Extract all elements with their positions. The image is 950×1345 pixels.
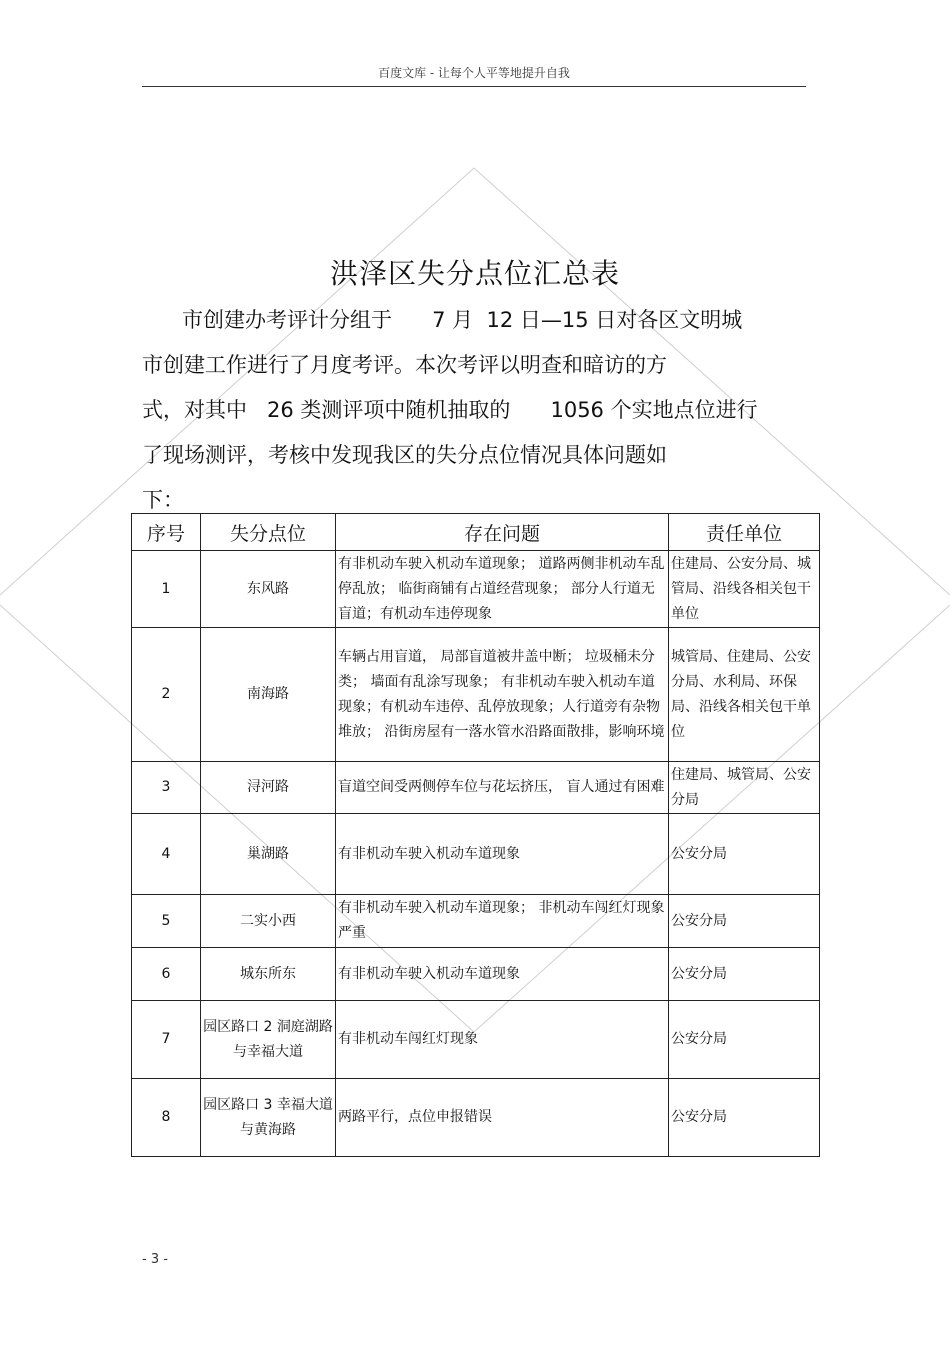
cell-unit: 公安分局: [669, 814, 820, 895]
intro-paragraph: [142, 298, 812, 523]
cell-location: 园区路口 2 洞庭湖路与幸福大道: [201, 1001, 336, 1079]
paragraph-line: 市创建办考评计分组于 7 月 12 日—15 日对各区文明城: [142, 308, 743, 332]
cell-unit: 公安分局: [669, 895, 820, 948]
header-divider: [142, 86, 806, 87]
table-row: [132, 948, 820, 1001]
page-header: 百度文库 - 让每个人平等地提升自我: [378, 66, 570, 80]
deduction-points-table: [131, 513, 820, 1157]
cell-unit: 公安分局: [669, 948, 820, 1001]
cell-unit: 公安分局: [669, 1079, 820, 1157]
table-row: [132, 762, 820, 814]
cell-issue: 有非机动车闯红灯现象: [336, 1001, 669, 1079]
cell-unit: 城管局、住建局、公安分局、水利局、环保局、沿线各相关包干单位: [669, 628, 820, 762]
table-row: [132, 1079, 820, 1157]
header-unit: 责任单位: [669, 514, 820, 551]
cell-issue: 两路平行，点位申报错误: [336, 1079, 669, 1157]
table-row: [132, 814, 820, 895]
table-row: [132, 1001, 820, 1079]
cell-unit: 公安分局: [669, 1001, 820, 1079]
cell-issue: 有非机动车驶入机动车道现象； 非机动车闯红灯现象严重: [336, 895, 669, 948]
cell-issue: 盲道空间受两侧停车位与花坛挤压， 盲人通过有困难: [336, 762, 669, 814]
cell-serial: 4: [132, 814, 201, 895]
cell-issue: 有非机动车驶入机动车道现象: [336, 948, 669, 1001]
cell-location: 园区路口 3 幸福大道与黄海路: [201, 1079, 336, 1157]
cell-location: 浔河路: [201, 762, 336, 814]
header-issue: 存在问题: [336, 514, 669, 551]
header-serial: 序号: [132, 514, 201, 551]
cell-location: 南海路: [201, 628, 336, 762]
cell-issue: 有非机动车驶入机动车道现象: [336, 814, 669, 895]
table-header-row: [132, 514, 820, 551]
paragraph-line: 下：: [142, 488, 184, 512]
header-location: 失分点位: [201, 514, 336, 551]
cell-location: 二实小西: [201, 895, 336, 948]
table-row: [132, 895, 820, 948]
cell-location: 东风路: [201, 551, 336, 628]
cell-serial: 6: [132, 948, 201, 1001]
page-number: - 3 -: [142, 1252, 168, 1267]
paragraph-line: 式，对其中 26 类测评项中随机抽取的 1056 个实地点位进行: [142, 398, 758, 422]
cell-serial: 3: [132, 762, 201, 814]
paragraph-line: 了现场测评，考核中发现我区的失分点位情况具体问题如: [142, 443, 667, 467]
cell-location: 城东所东: [201, 948, 336, 1001]
cell-serial: 2: [132, 628, 201, 762]
cell-issue: 车辆占用盲道， 局部盲道被井盖中断； 垃圾桶未分类； 墙面有乱涂写现象； 有非机动车驶入机动车道现象；有机动车违停、乱停放现象；人行道旁有杂物堆放； 沿街房屋有一落水管水沿路面散排，影响环境: [336, 628, 669, 762]
cell-unit: 住建局、城管局、公安分局: [669, 762, 820, 814]
cell-serial: 5: [132, 895, 201, 948]
document-title: 洪泽区失分点位汇总表: [329, 257, 620, 290]
cell-serial: 7: [132, 1001, 201, 1079]
paragraph-line: 市创建工作进行了月度考评。本次考评以明查和暗访的方: [142, 353, 667, 377]
cell-location: 巢湖路: [201, 814, 336, 895]
cell-issue: 有非机动车驶入机动车道现象； 道路两侧非机动车乱停乱放； 临街商铺有占道经营现象； 部分人行道无盲道；有机动车违停现象: [336, 551, 669, 628]
cell-serial: 8: [132, 1079, 201, 1157]
table-row: [132, 551, 820, 628]
cell-unit: 住建局、公安分局、城管局、沿线各相关包干单位: [669, 551, 820, 628]
cell-serial: 1: [132, 551, 201, 628]
table-row: [132, 628, 820, 762]
